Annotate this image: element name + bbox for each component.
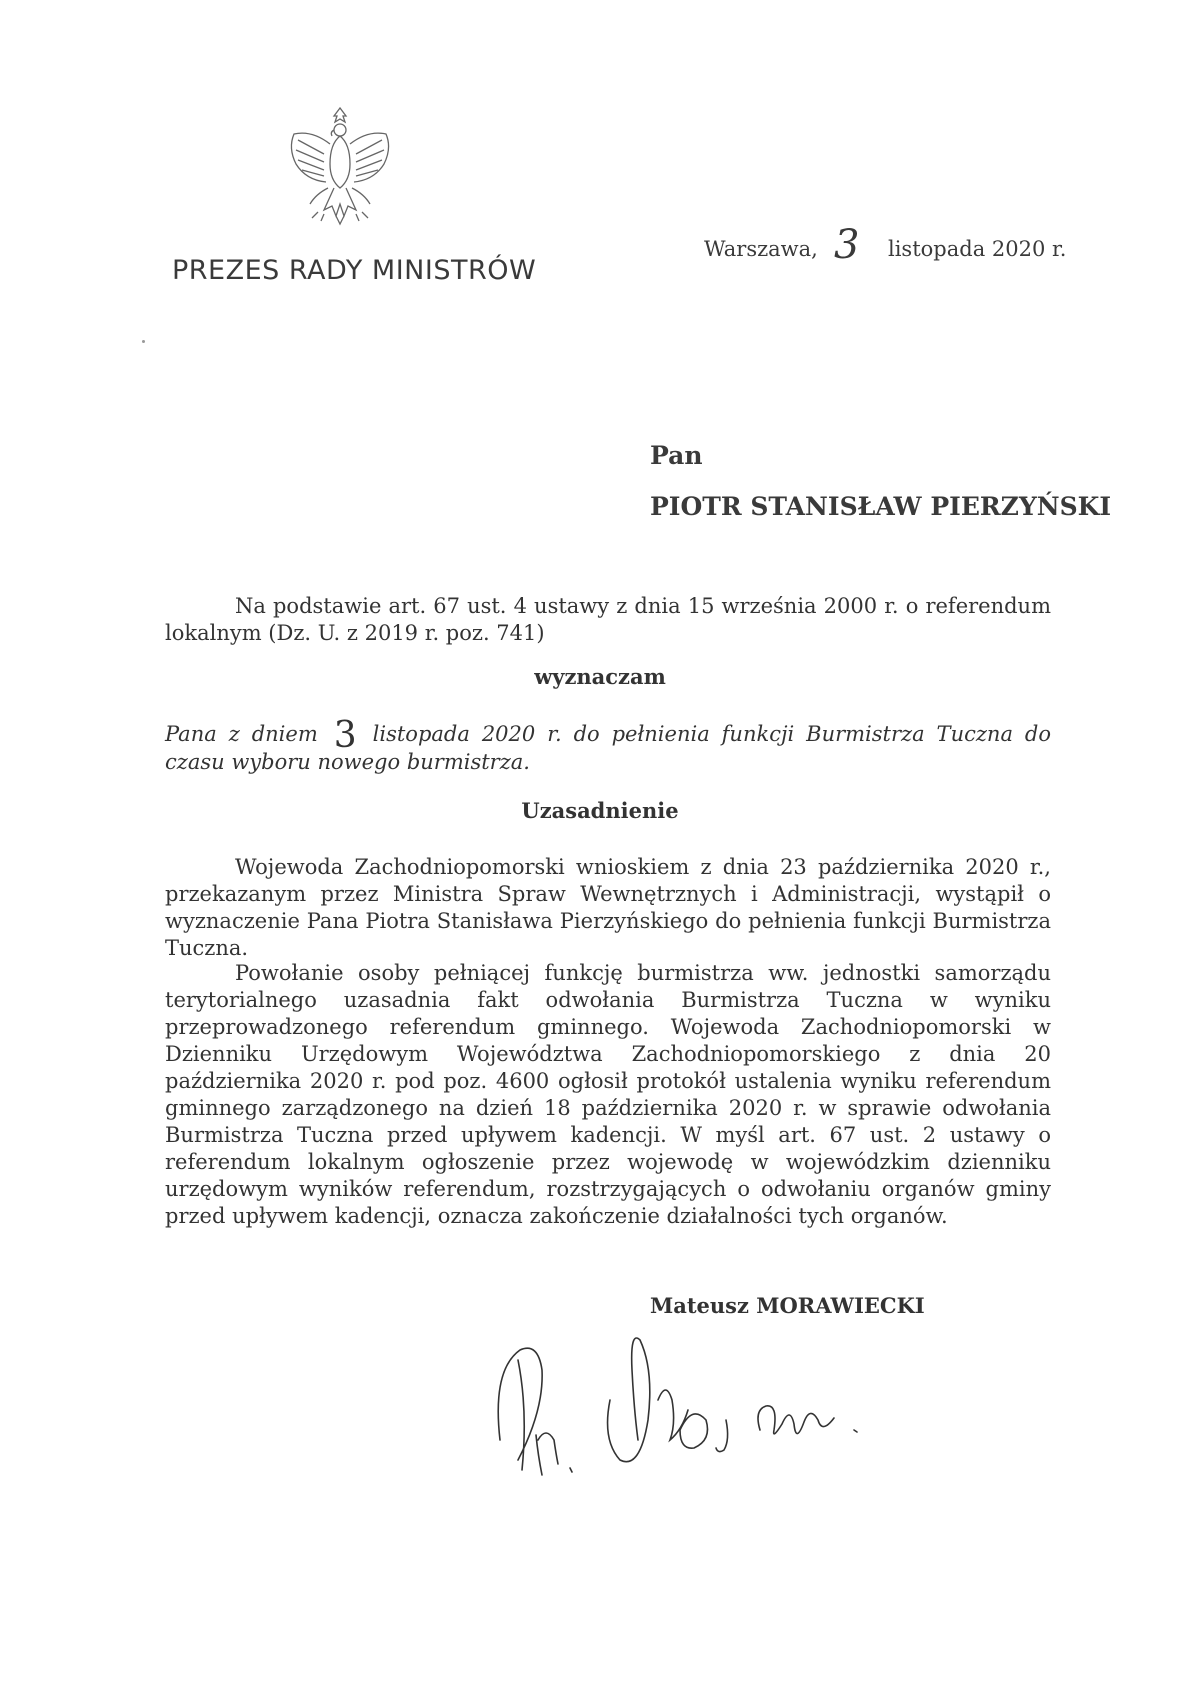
justification-heading: Uzasadnienie — [521, 798, 679, 823]
appointment-after: listopada 2020 r. do pełnienia funkcji Burmistrza Tuczna do czasu wyboru nowego burmistrza. — [165, 722, 1051, 774]
appointment-paragraph — [165, 715, 1051, 776]
appointment-day-handwritten: 3 — [333, 715, 357, 756]
eagle-emblem-icon — [278, 100, 402, 234]
appointment-before: Pana z dniem — [165, 722, 318, 746]
salutation: Pan — [650, 441, 703, 470]
justification-text-1: Wojewoda Zachodniopomorski wnioskiem z dnia 23 października 2020 r., przekazanym przez Ministra Spraw Wewnętrznych i Administracji, wystąpił o wyznaczenie Pana Piotra Stanisława Pierzyńskiego do pełnienia funkcji Burmistrza Tuczna. — [165, 855, 1051, 960]
justification-paragraph-1 — [165, 854, 1051, 962]
justification-text-2: Powołanie osoby pełniącej funkcję burmistrza ww. jednostki samorządu terytorialnego uzasadnia fakt odwołania Burmistrza Tuczna w wyniku przeprowadzonego referendum gminnego. Wojewoda Zachodniopomorski w Dzienniku Urzędowym Województwa Zachodniopomorskiego z dnia 20 października 2020 r. pod poz. 4600 ogłosił protokół ustalenia wyniku referendum gminnego zarządzonego na dzień 18 października 2020 r. w sprawie odwołania Burmistrza Tuczna przed upływem kadencji. W myśl art. 67 ust. 2 ustawy o referendum lokalnym ogłoszenie przez wojewodę w wojewódzkim dzienniku urzędowym wyników referendum, rozstrzygających o odwołaniu organów gminy przed upływem kadencji, oznacza zakończenie działalności tych organów. — [165, 961, 1051, 1228]
date-month-year: listopada 2020 r. — [888, 237, 1067, 261]
issuer-office: PREZES RADY MINISTRÓW — [172, 255, 537, 286]
date-day-handwritten: 3 — [834, 222, 860, 268]
signatory-name: Mateusz MORAWIECKI — [650, 1293, 925, 1318]
justification-paragraph-2 — [165, 960, 1051, 1230]
date-place: Warszawa, — [704, 237, 818, 261]
scan-speck — [142, 340, 145, 343]
decision-word: wyznaczam — [534, 664, 666, 689]
handwritten-signature — [470, 1320, 950, 1490]
legal-basis-text: Na podstawie art. 67 ust. 4 ustawy z dnia 15 września 2000 r. o referendum lokalnym (Dz. U. z 2019 r. poz. 741) — [165, 594, 1051, 645]
addressee-name: PIOTR STANISŁAW PIERZYŃSKI — [650, 492, 1112, 521]
legal-basis-paragraph — [165, 593, 1051, 647]
